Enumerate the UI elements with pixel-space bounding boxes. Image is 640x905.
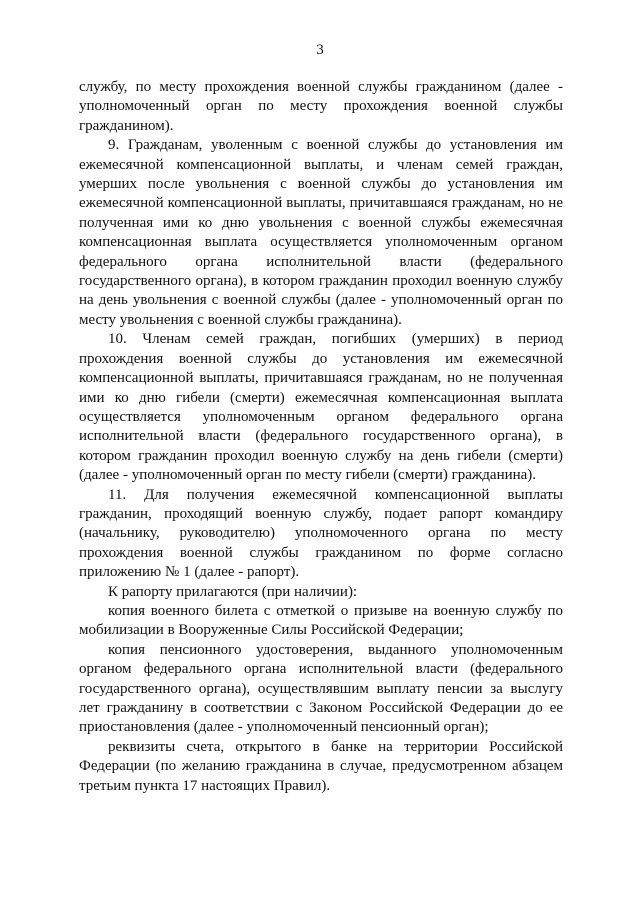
paragraph-attachment-pension-certificate: копия пенсионного удостоверения, выданного уполномоченным органом федерального органа исполнительной власти (федерального государственного органа), осуществлявшим выплату пенсии за выслугу лет гражданину в соответствии с Законом Российской Федерации до ее приостановления (далее - уполномоченный пенсионный орган); [79,641,563,736]
page-number: 3 [316,42,324,58]
document-body [79,78,563,796]
paragraph-continuation: службу, по месту прохождения военной службы гражданином (далее - уполномоченный орган по месту прохождения военной службы гражданином). [79,79,563,134]
paragraph-item-9: 9. Гражданам, уволенным с военной службы до установления им ежемесячной компенсационной выплаты, и членам семей граждан, умерших после увольнения с военной службы до установления им ежемесячной компенсационной выплаты, причитавшаяся гражданам, но не полученная ими ко дню увольнения с военной службы ежемесячная компенсационная выплата осуществляется уполномоченным органом федерального органа исполнительной власти (федерального государственного органа), в котором гражданин проходил военную службу на день увольнения с военной службы (далее - уполномоченный орган по месту увольнения с военной службы гражданина). [79,137,563,328]
paragraph-attachment-bank-details: реквизиты счета, открытого в банке на территории Российской Федерации (по желанию гражданина в случае, предусмотренном абзацем третьим пункта 17 настоящих Правил). [79,738,563,794]
paragraph-attachment-military-id: копия военного билета с отметкой о призыве на военную службу по мобилизации в Вооруженные Силы Российской Федерации; [79,602,563,639]
paragraph-item-10: 10. Членам семей граждан, погибших (умерших) в период прохождения военной службы до установления им ежемесячной компенсационной выплаты, причитавшаяся гражданам, но не полученная ими ко дню гибели (смерти) ежемесячная компенсационная выплата осуществляется уполномоченным органом федерального органа исполнительной власти (федерального государственного органа), в котором гражданин проходил военную службу на день гибели (смерти) (далее - уполномоченный орган по месту гибели (смерти) гражданина). [79,331,563,484]
paragraph-item-11: 11. Для получения ежемесячной компенсационной выплаты гражданин, проходящий военную службу, подает рапорт командиру (начальнику, руководителю) уполномоченного органа по месту прохождения военной службы гражданином по форме согласно приложению № 1 (далее - рапорт). [79,486,563,581]
paragraph-attachments-intro: К рапорту прилагаются (при наличии): [108,583,358,600]
